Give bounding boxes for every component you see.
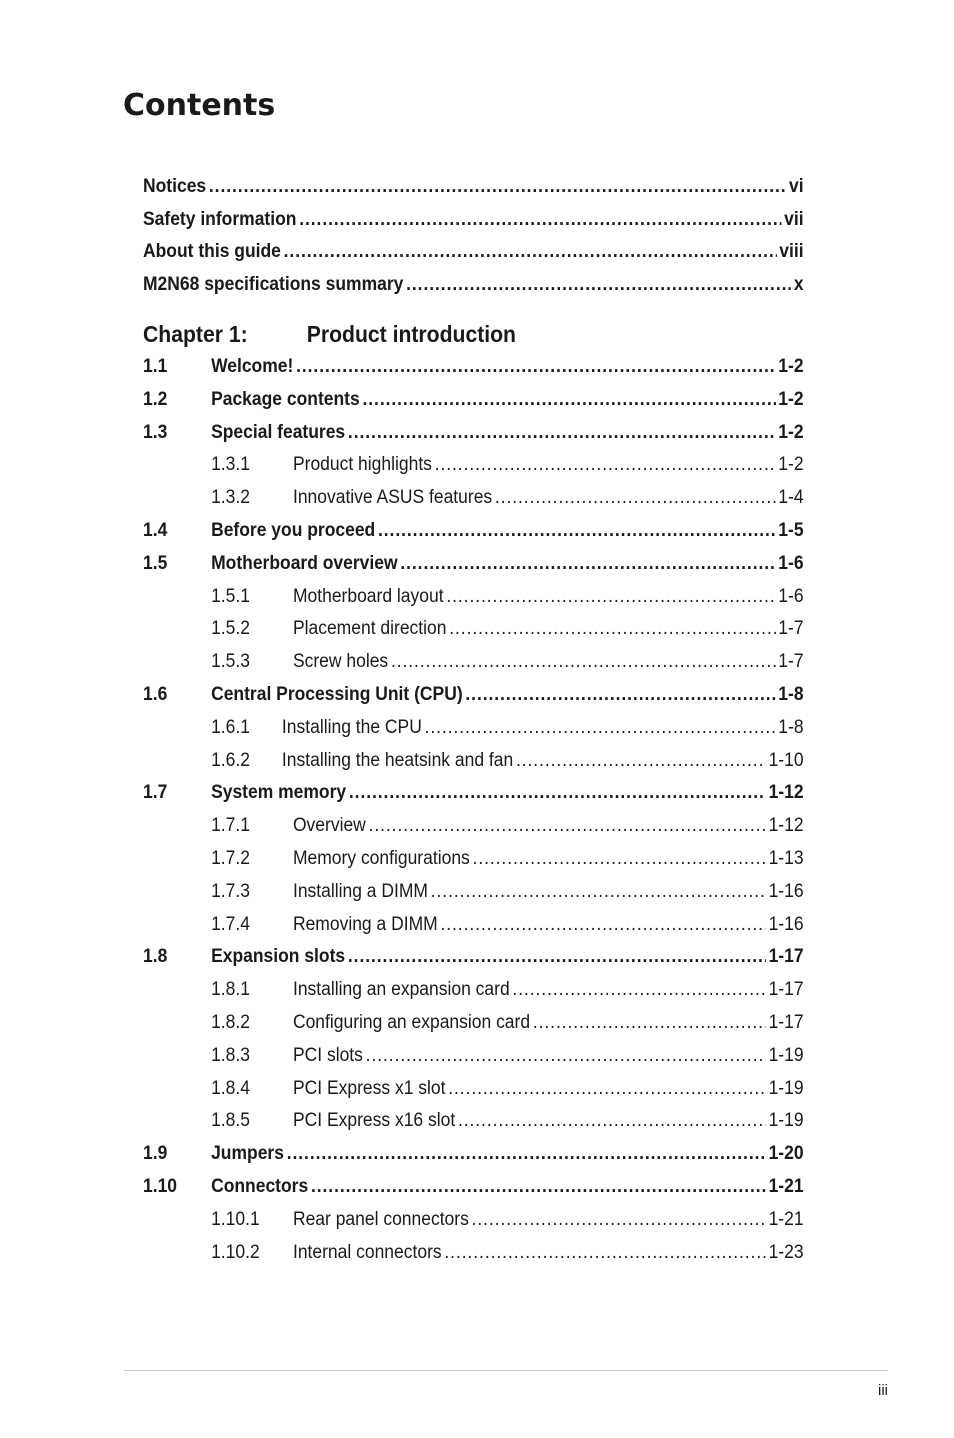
toc-entry-page: 1-13 [768, 848, 804, 869]
toc-leader-dots [425, 716, 776, 740]
toc-entry-number: 1.5.2 [211, 618, 250, 639]
toc-entry-number: 1.6.1 [211, 717, 250, 738]
toc-subsection-entry[interactable] [143, 1011, 804, 1035]
toc-entry-page: 1-16 [768, 881, 804, 902]
toc-entry-page: viii [779, 241, 804, 262]
toc-entry-label: Motherboard layout [292, 586, 444, 607]
toc-entry-label: Innovative ASUS features [292, 487, 493, 508]
toc-entry-label: Memory configurations [292, 848, 470, 869]
toc-subsection-entry[interactable] [143, 978, 804, 1002]
toc-entry[interactable] [143, 175, 804, 199]
toc-subsection-entry[interactable] [143, 650, 804, 674]
toc-subsection-entry[interactable] [143, 453, 804, 477]
toc-leader-dots [406, 273, 791, 297]
toc-entry-number: 1.6 [143, 684, 168, 705]
toc-entry-number: 1.3.1 [211, 454, 250, 475]
toc-leader-dots [209, 175, 786, 199]
toc-subsection-entry[interactable] [143, 847, 804, 871]
toc-leader-dots [287, 1142, 766, 1166]
toc-entry-page: 1-2 [778, 389, 804, 410]
chapter-number: Chapter 1: [143, 321, 248, 347]
toc-entry[interactable] [143, 240, 804, 264]
toc-entry[interactable] [143, 273, 804, 297]
toc-leader-dots [495, 486, 776, 510]
toc-subsection-entry[interactable] [143, 880, 804, 904]
toc-entry-number: 1.3 [143, 422, 168, 443]
toc-entry-number: 1.7.2 [211, 848, 250, 869]
toc-entry-page: 1-19 [768, 1045, 804, 1066]
toc-leader-dots [435, 453, 776, 477]
toc-subsection-entry[interactable] [143, 1208, 804, 1232]
toc-leader-dots [369, 814, 766, 838]
toc-entry-page: 1-17 [768, 979, 804, 1000]
toc-subsection-entry[interactable] [143, 716, 804, 740]
toc-entry-label: Safety information [143, 209, 297, 230]
toc-entry-label: Configuring an expansion card [292, 1012, 531, 1033]
toc-leader-dots [449, 617, 775, 641]
toc-entry[interactable] [143, 208, 804, 232]
toc-entry-page: 1-7 [778, 651, 804, 672]
toc-leader-dots [472, 1208, 766, 1232]
toc-entry-number: 1.8.5 [211, 1110, 250, 1131]
toc-leader-dots [431, 880, 766, 904]
toc-entry-page: 1-6 [778, 586, 804, 607]
toc-section-entry[interactable] [143, 683, 804, 707]
toc-entry-label: Screw holes [292, 651, 389, 672]
toc-entry-number: 1.8.4 [211, 1078, 250, 1099]
footer-rule [124, 1370, 888, 1371]
toc-entry-page: 1-19 [768, 1110, 804, 1131]
toc-entry-label: Special features [211, 422, 346, 443]
page-title: Contents [123, 88, 276, 123]
toc-leader-dots [516, 749, 766, 773]
toc-entry-number: 1.6.2 [211, 750, 250, 771]
toc-entry-label: Central Processing Unit (CPU) [211, 684, 463, 705]
toc-entry-number: 1.8.1 [211, 979, 250, 1000]
toc-section-entry[interactable] [143, 552, 804, 576]
toc-entry-label: Placement direction [292, 618, 447, 639]
toc-entry-page: 1-8 [778, 684, 804, 705]
toc-entry-label: Product highlights [292, 454, 432, 475]
toc-entry-number: 1.7 [143, 782, 168, 803]
toc-leader-dots [448, 1077, 766, 1101]
toc-entry-page: 1-2 [778, 356, 804, 377]
toc-entry-label: PCI Express x16 slot [292, 1110, 456, 1131]
toc-entry-number: 1.8 [143, 946, 168, 967]
toc-subsection-entry[interactable] [143, 617, 804, 641]
toc-subsection-entry[interactable] [143, 1109, 804, 1133]
toc-section-entry[interactable] [143, 1142, 804, 1166]
toc-entry-number: 1.7.1 [211, 815, 250, 836]
toc-entry-page: 1-17 [768, 946, 804, 967]
toc-entry-page: 1-4 [778, 487, 804, 508]
toc-entry-page: 1-21 [768, 1176, 804, 1197]
toc-leader-dots [299, 208, 781, 232]
toc-leader-dots [284, 240, 777, 264]
toc-entry-number: 1.10.1 [211, 1209, 260, 1230]
toc-entry-label: System memory [211, 782, 347, 803]
toc-entry-number: 1.7.4 [211, 914, 250, 935]
toc-entry-page: 1-6 [778, 553, 804, 574]
toc-leader-dots [296, 355, 775, 379]
toc-leader-dots [533, 1011, 766, 1035]
toc-section-entry[interactable] [143, 355, 804, 379]
toc-entry-label: Notices [143, 176, 207, 197]
toc-section-entry[interactable] [143, 388, 804, 412]
toc-leader-dots [391, 650, 776, 674]
toc-entry-number: 1.10 [143, 1176, 178, 1197]
toc-section-entry[interactable] [143, 945, 804, 969]
toc-entry-label: Welcome! [211, 356, 294, 377]
toc-entry-page: 1-5 [778, 520, 804, 541]
toc-entry-page: 1-12 [768, 782, 804, 803]
toc-entry-page: 1-20 [768, 1143, 804, 1164]
toc-subsection-entry[interactable] [143, 486, 804, 510]
toc-entry-page: 1-7 [778, 618, 804, 639]
toc-leader-dots [362, 388, 775, 412]
toc-entry-label: M2N68 specifications summary [143, 274, 404, 295]
toc-entry-number: 1.2 [143, 389, 168, 410]
toc-entry-page: vi [788, 176, 804, 197]
toc-section-entry[interactable] [143, 421, 804, 445]
toc-leader-dots [400, 552, 775, 576]
toc-leader-dots [440, 913, 765, 937]
toc-entry-label: Removing a DIMM [292, 914, 438, 935]
toc-entry-label: Before you proceed [211, 520, 376, 541]
toc-entry-page: 1-16 [768, 914, 804, 935]
toc-section-entry[interactable] [143, 519, 804, 543]
toc-entry-label: Motherboard overview [211, 553, 398, 574]
toc-entry-page: 1-8 [778, 717, 804, 738]
toc-entry-label: Overview [292, 815, 366, 836]
toc-section-entry[interactable] [143, 781, 804, 805]
toc-entry-label: Installing the CPU [281, 717, 422, 738]
toc-leader-dots [446, 585, 775, 609]
toc-entry-label: About this guide [143, 241, 281, 262]
toc-section-entry[interactable] [143, 1175, 804, 1199]
page-number: iii [878, 1382, 888, 1399]
toc-leader-dots [458, 1109, 766, 1133]
toc-entry-number: 1.5.1 [211, 586, 250, 607]
toc-entry-label: Installing a DIMM [292, 881, 428, 902]
chapter-title: Product introduction [306, 321, 516, 347]
toc-leader-dots [311, 1175, 766, 1199]
toc-entry-number: 1.3.2 [211, 487, 250, 508]
toc-leader-dots [348, 421, 776, 445]
toc-entry-number: 1.5 [143, 553, 168, 574]
toc-leader-dots [465, 683, 775, 707]
toc-entry-label: Internal connectors [292, 1242, 442, 1263]
toc-leader-dots [444, 1241, 765, 1265]
toc-subsection-entry[interactable] [143, 1241, 804, 1265]
toc-entry-number: 1.9 [143, 1143, 168, 1164]
toc-entry-number: 1.10.2 [211, 1242, 260, 1263]
toc-entry-label: Installing an expansion card [292, 979, 510, 1000]
toc-subsection-entry[interactable] [143, 585, 804, 609]
toc-entry-label: Connectors [211, 1176, 309, 1197]
toc-entry-page: x [793, 274, 804, 295]
toc-entry-number: 1.8.3 [211, 1045, 250, 1066]
toc-entry-number: 1.1 [143, 356, 168, 377]
toc-entry-label: Package contents [211, 389, 360, 410]
chapter-heading [143, 320, 516, 348]
toc-leader-dots [349, 781, 766, 805]
toc-entry-label: Expansion slots [211, 946, 346, 967]
toc-entry-number: 1.8.2 [211, 1012, 250, 1033]
toc-subsection-entry[interactable] [143, 1044, 804, 1068]
toc-entry-number: 1.5.3 [211, 651, 250, 672]
toc-entry-page: 1-10 [768, 750, 804, 771]
toc-leader-dots [378, 519, 776, 543]
toc-entry-page: 1-17 [768, 1012, 804, 1033]
toc-entry-number: 1.7.3 [211, 881, 250, 902]
toc-subsection-entry[interactable] [143, 749, 804, 773]
toc-entry-page: 1-2 [778, 454, 804, 475]
toc-subsection-entry[interactable] [143, 814, 804, 838]
toc-subsection-entry[interactable] [143, 1077, 804, 1101]
toc-entry-label: PCI slots [292, 1045, 363, 1066]
toc-entry-label: Rear panel connectors [292, 1209, 469, 1230]
toc-entry-page: 1-21 [768, 1209, 804, 1230]
toc-entry-page: 1-23 [768, 1242, 804, 1263]
toc-leader-dots [473, 847, 766, 871]
toc-entry-label: Jumpers [211, 1143, 284, 1164]
toc-entry-page: 1-2 [778, 422, 804, 443]
toc-leader-dots [348, 945, 766, 969]
toc-entry-label: Installing the heatsink and fan [281, 750, 514, 771]
toc-entry-number: 1.4 [143, 520, 168, 541]
toc-leader-dots [512, 978, 765, 1002]
toc-entry-page: vii [784, 209, 804, 230]
toc-entry-label: PCI Express x1 slot [292, 1078, 446, 1099]
toc-subsection-entry[interactable] [143, 913, 804, 937]
toc-entry-page: 1-19 [768, 1078, 804, 1099]
toc-leader-dots [366, 1044, 766, 1068]
toc-entry-page: 1-12 [768, 815, 804, 836]
